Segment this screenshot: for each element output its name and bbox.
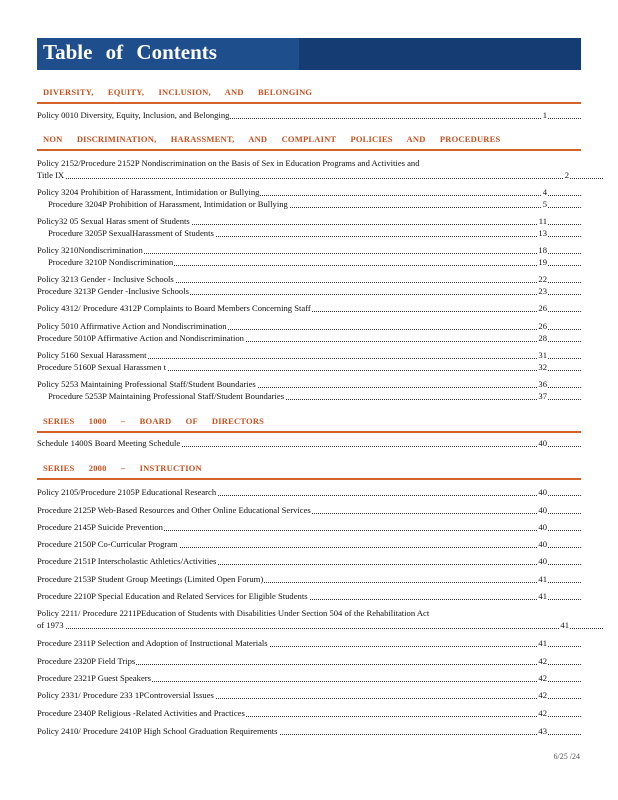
- toc-entry[interactable]: Procedure 2210P Special Education and Related Services for Eligible Students 41: [37, 591, 581, 602]
- section-heading-nondiscrimination: NON DISCRIMINATION, HARASSMENT, AND COMPLAINT POLICIES AND PROCEDURES: [37, 131, 581, 151]
- toc-entry[interactable]: Procedure 5160P Sexual Harassmen t 32: [37, 362, 581, 373]
- toc-entry[interactable]: Procedure 2153P Student Group Meetings (Limited Open Forum) 41: [37, 574, 581, 585]
- toc-entry[interactable]: Policy 2211/ Procedure 2211PEducation of Students with Disabilities Under Section 504 of the Rehabilitation Act: [37, 608, 430, 618]
- toc-entry[interactable]: Title IX 2: [37, 170, 603, 181]
- section-heading-deib: DIVERSITY, EQUITY, INCLUSION, AND BELONGING: [37, 84, 581, 104]
- toc-entry[interactable]: Policy 3204 Prohibition of Harassment, Intimidation or Bullying 4: [37, 187, 581, 198]
- toc-entry[interactable]: Policy 3210Nondiscrimination 18: [37, 245, 581, 256]
- toc-entry[interactable]: Policy 2105/Procedure 2105P Educational Research 40: [37, 487, 581, 498]
- toc-entry[interactable]: Procedure 2311P Selection and Adoption of Instructional Materials 41: [37, 638, 581, 649]
- toc-entry[interactable]: Procedure 2125P Web-Based Resources and Other Online Educational Services 40: [37, 505, 581, 516]
- section-heading-series-1000: SERIES 1000 – BOARD OF DIRECTORS: [37, 413, 581, 433]
- toc-entry[interactable]: Schedule 1400S Board Meeting Schedule 40: [37, 438, 581, 449]
- toc-entry[interactable]: Policy 5010 Affirmative Action and Nondiscrimination 26: [37, 321, 581, 332]
- toc-entry[interactable]: Procedure 3205P SexualHarassment of Students 13: [37, 228, 581, 239]
- page-title: Table of Contents: [43, 40, 217, 64]
- toc-entry[interactable]: Policy 2152/Procedure 2152P Nondiscrimination on the Basis of Sex in Education Programs and Activities and: [37, 158, 420, 168]
- toc-entry[interactable]: Procedure 2320P Field Trips 42: [37, 656, 581, 667]
- toc-entry[interactable]: Procedure 3204P Prohibition of Harassment, Intimidation or Bullying 5: [37, 199, 581, 210]
- toc-entry[interactable]: Policy32 05 Sexual Haras sment of Students 11: [37, 216, 581, 227]
- toc-entry[interactable]: Procedure 3210P Nondiscrimination 19: [37, 257, 581, 268]
- toc-entry[interactable]: Procedure 5010P Affirmative Action and Nondiscrimination 28: [37, 333, 581, 344]
- toc-entry[interactable]: of 1973 41: [37, 620, 603, 631]
- toc-entry[interactable]: Policy 2410/ Procedure 2410P High School Graduation Requirements 43: [37, 726, 581, 737]
- toc-entry[interactable]: Procedure 2145P Suicide Prevention 40: [37, 522, 581, 533]
- title-accent-block: [299, 38, 581, 70]
- toc-entry[interactable]: Policy 3213 Gender - Inclusive Schools 22: [37, 274, 581, 285]
- toc-entry[interactable]: Policy 5160 Sexual Harassment 31: [37, 350, 581, 361]
- toc-entry[interactable]: Policy 4312/ Procedure 4312P Complaints to Board Members Concerning Staff 26: [37, 303, 581, 314]
- toc-entry[interactable]: Procedure 2151P Interscholastic Athletics/Activities 40: [37, 556, 581, 567]
- title-banner: [37, 38, 581, 70]
- toc-entry[interactable]: Policy 2331/ Procedure 233 1PControversial Issues 42: [37, 690, 581, 701]
- section-heading-series-2000: SERIES 2000 – INSTRUCTION: [37, 460, 581, 480]
- toc-entry[interactable]: Procedure 2321P Guest Speakers 42: [37, 673, 581, 684]
- page-footer-date: 6/25 /24: [553, 752, 580, 761]
- toc-entry[interactable]: Policy 5253 Maintaining Professional Staff/Student Boundaries 36: [37, 379, 581, 390]
- toc-entry[interactable]: Procedure 2150P Co-Curricular Program 40: [37, 539, 581, 550]
- toc-entry[interactable]: Procedure 2340P Religious -Related Activities and Practices 42: [37, 708, 581, 719]
- toc-entry[interactable]: Procedure 3213P Gender -Inclusive Schools 23: [37, 286, 581, 297]
- toc-entry[interactable]: Policy 0010 Diversity, Equity, Inclusion, and Belonging 1: [37, 110, 581, 121]
- toc-entry[interactable]: Procedure 5253P Maintaining Professional Staff/Student Boundaries 37: [37, 391, 581, 402]
